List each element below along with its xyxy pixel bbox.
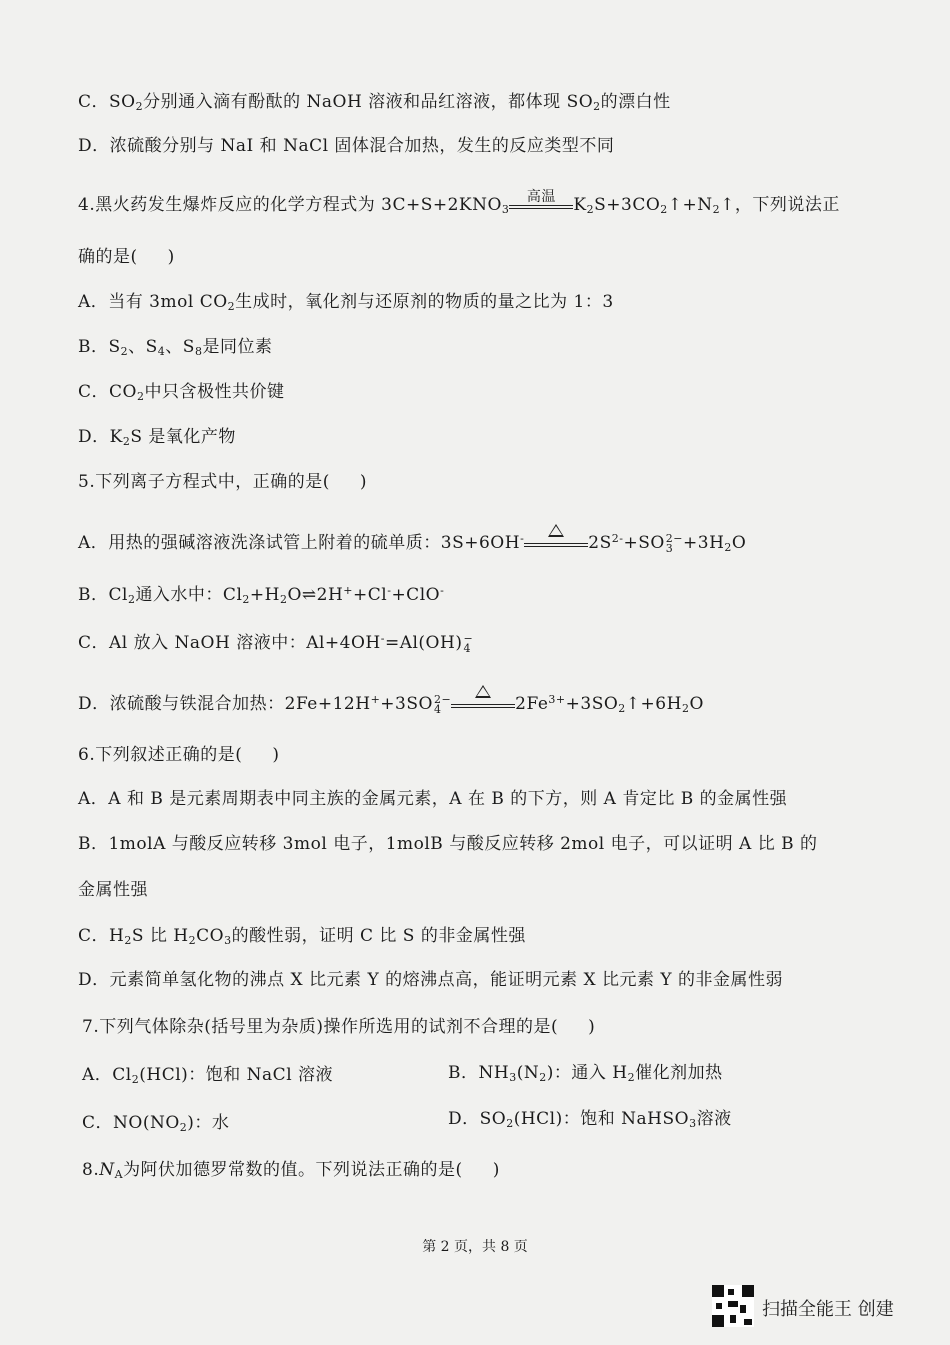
subscript: 2 xyxy=(506,1117,514,1130)
text: C．CO xyxy=(78,382,137,402)
text: ↑，下列说法正 xyxy=(720,195,840,215)
subscript: 2 xyxy=(124,934,132,947)
q6-option-b-cont: 金属性强 xyxy=(78,880,148,900)
text: ) xyxy=(167,247,175,267)
text: K xyxy=(573,195,587,215)
q4-option-b xyxy=(78,332,272,357)
superscript: - xyxy=(387,584,392,597)
subscript: 2 xyxy=(188,934,197,947)
subscript: 2 xyxy=(712,203,721,216)
text: O⇌2H xyxy=(287,585,344,605)
subscript: 2 xyxy=(586,203,595,216)
q7-option-c xyxy=(82,1108,229,1133)
q7-stem xyxy=(82,1012,595,1037)
q6-option-d: D．元素简单氢化物的沸点 X 比元素 Y 的熔沸点高，能证明元素 X 比元素 Y 的非金属性弱 xyxy=(78,970,784,990)
superscript: - xyxy=(380,632,385,645)
charge: 2− xyxy=(433,692,452,706)
text: 中只含极性共价键 xyxy=(144,382,285,402)
subscript: 2 xyxy=(539,1071,547,1084)
q7-option-a xyxy=(82,1060,333,1085)
text: ) xyxy=(492,1160,500,1180)
superscript: 2- xyxy=(611,532,624,545)
text: C．SO xyxy=(78,92,136,112)
subscript: 4 xyxy=(463,641,471,655)
subscript: 2 xyxy=(681,702,690,715)
text: S 是氧化产物 xyxy=(130,427,236,447)
text: B．Cl xyxy=(78,585,128,605)
subscript: 4 xyxy=(157,345,166,358)
text: 催化剂加热 xyxy=(635,1063,723,1083)
text: CO xyxy=(196,926,225,946)
text: 溶液 xyxy=(696,1109,732,1129)
text: 的酸性弱，证明 C 比 S 的非金属性强 xyxy=(231,926,526,946)
text: +3SO xyxy=(380,694,433,714)
q8-stem xyxy=(82,1155,500,1180)
text: )：通入 H xyxy=(546,1063,628,1083)
reaction-arrow xyxy=(509,188,573,209)
text: 4.黑火药发生爆炸反应的化学方程式为 3C+S+2KNO xyxy=(78,195,502,215)
text: +3SO xyxy=(565,694,619,714)
text: =Al(OH) xyxy=(384,633,463,653)
text: 6.下列叙述正确的是( xyxy=(78,745,243,765)
superscript: + xyxy=(370,693,381,706)
subscript: 2 xyxy=(593,100,601,113)
text: 分别通入滴有酚酞的 NaOH 溶液和品红溶液，都体现 SO xyxy=(143,92,594,112)
subscript: 3 xyxy=(665,541,674,555)
subscript: 2 xyxy=(242,593,250,606)
text: ↑+6H xyxy=(625,694,682,714)
heat-triangle-icon xyxy=(524,524,588,541)
text: ) xyxy=(272,745,280,765)
q4-option-a xyxy=(78,287,614,312)
text: O xyxy=(731,533,747,553)
text: C．H xyxy=(78,926,125,946)
q4-option-c xyxy=(78,377,284,402)
ion-charge xyxy=(665,531,684,555)
q6-option-a: A．A 和 B 是元素周期表中同主族的金属元素，A 在 B 的下方，则 A 肯定比 B 的金属性强 xyxy=(78,789,788,809)
q5-option-d xyxy=(78,689,704,715)
text: B．S xyxy=(78,337,121,357)
subscript: 2 xyxy=(127,593,136,606)
q5-option-c xyxy=(78,628,473,654)
text: A．Cl xyxy=(82,1065,132,1085)
text: ↑+N xyxy=(667,195,713,215)
text: D．SO xyxy=(448,1109,507,1129)
text: +Cl xyxy=(353,585,388,605)
subscript: 2 xyxy=(131,1073,140,1086)
superscript: - xyxy=(440,584,445,597)
subscript: 2 xyxy=(122,435,131,448)
subscript: 2 xyxy=(179,1121,188,1134)
charge: − xyxy=(463,631,474,645)
superscript: - xyxy=(520,532,525,545)
text: ) xyxy=(588,1017,596,1037)
text: (HCl)：饱和 NaCl 溶液 xyxy=(139,1065,334,1085)
text: C．Al 放入 NaOH 溶液中：Al+4OH xyxy=(78,633,381,653)
text: 的漂白性 xyxy=(600,92,671,112)
text: )：水 xyxy=(187,1113,230,1133)
reaction-condition: 高温 xyxy=(526,188,556,205)
q4-option-d xyxy=(78,422,236,447)
superscript: 3+ xyxy=(548,693,566,706)
text: A．用热的强碱溶液洗涤试管上附着的硫单质：3S+6OH xyxy=(78,533,521,553)
subscript: 4 xyxy=(433,702,442,716)
subscript: 2 xyxy=(136,390,145,403)
superscript: + xyxy=(343,584,354,597)
qr-code-icon xyxy=(712,1285,754,1327)
q7-option-b xyxy=(448,1058,723,1083)
text: B．NH xyxy=(448,1063,510,1083)
text: 通入水中：Cl xyxy=(135,585,243,605)
subscript: 2 xyxy=(660,203,668,216)
text: 8. xyxy=(82,1160,100,1180)
text: 5.下列离子方程式中，正确的是( xyxy=(78,472,330,492)
page-number: 第 2 页，共 8 页 xyxy=(422,1239,528,1255)
ion-charge xyxy=(463,631,474,655)
subscript: 3 xyxy=(689,1117,697,1130)
q3-option-d: D．浓硫酸分别与 NaI 和 NaCl 固体混合加热，发生的反应类型不同 xyxy=(78,136,615,156)
watermark-text: 扫描全能王 创建 xyxy=(762,1299,894,1320)
q6-option-b: B．1molA 与酸反应转移 3mol 电子，1molB 与酸反应转移 2mol 电子，可以证明 A 比 B 的 xyxy=(78,834,818,854)
subscript: 8 xyxy=(194,345,203,358)
text: C．NO(NO xyxy=(82,1113,180,1133)
subscript: 2 xyxy=(279,593,288,606)
charge: 2− xyxy=(665,531,684,545)
text: ) xyxy=(359,472,367,492)
text: 、S xyxy=(165,337,195,357)
text: 确的是( xyxy=(78,247,138,267)
text: +SO xyxy=(623,533,665,553)
subscript: 3 xyxy=(509,1071,517,1084)
subscript: 2 xyxy=(627,1071,636,1084)
text: 7.下列气体除杂(括号里为杂质)操作所选用的试剂不合理的是( xyxy=(82,1017,559,1037)
ion-charge xyxy=(433,692,452,716)
text: (N xyxy=(516,1063,540,1083)
text: 生成时，氧化剂与还原剂的物质的量之比为 1：3 xyxy=(235,292,614,312)
q5-option-b xyxy=(78,580,444,605)
text: 2S xyxy=(588,533,612,553)
text: 2Fe xyxy=(515,694,549,714)
q6-option-c xyxy=(78,921,526,946)
subscript: 2 xyxy=(618,702,626,715)
text: A．当有 3mol CO xyxy=(78,292,228,312)
q5-option-a xyxy=(78,528,746,554)
avogadro-symbol: N xyxy=(99,1160,115,1180)
q6-stem xyxy=(78,740,280,765)
text: S+3CO xyxy=(594,195,661,215)
subscript: 3 xyxy=(501,203,510,216)
subscript: A xyxy=(114,1168,124,1181)
subscript: 2 xyxy=(724,541,732,554)
text: 是同位素 xyxy=(202,337,273,357)
text: +H xyxy=(249,585,280,605)
subscript: 3 xyxy=(224,934,232,947)
q4-stem xyxy=(78,190,840,215)
text: (HCl)：饱和 NaHSO xyxy=(513,1109,690,1129)
text: 为阿伏加德罗常数的值。下列说法正确的是( xyxy=(123,1160,463,1180)
text: O xyxy=(689,694,704,714)
reaction-arrow xyxy=(524,541,588,547)
text: 、S xyxy=(128,337,158,357)
q5-stem xyxy=(78,467,367,492)
subscript: 2 xyxy=(227,300,236,313)
q4-stem-line2 xyxy=(78,242,175,267)
subscript: 2 xyxy=(135,100,144,113)
text: D．浓硫酸与铁混合加热：2Fe+12H xyxy=(78,694,371,714)
heat-triangle-icon xyxy=(451,685,515,702)
q3-option-c xyxy=(78,87,671,112)
subscript: 2 xyxy=(120,345,129,358)
q7-option-d xyxy=(448,1104,732,1129)
reaction-arrow xyxy=(451,702,515,708)
text: +ClO xyxy=(391,585,441,605)
text: D．K xyxy=(78,427,123,447)
text: S 比 H xyxy=(131,926,189,946)
text: +3H xyxy=(683,533,725,553)
